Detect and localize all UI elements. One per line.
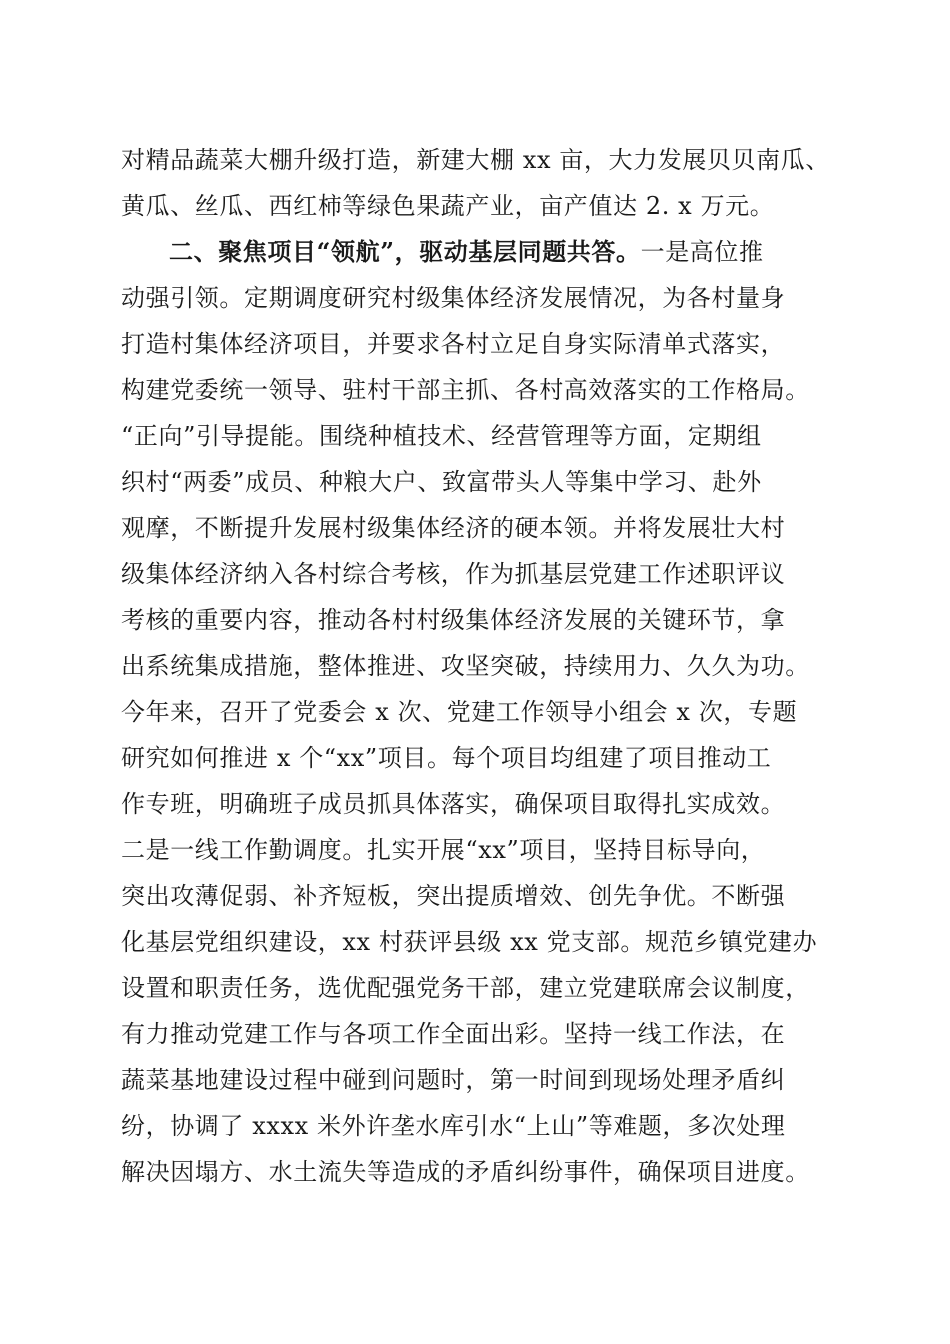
text-line: 级集体经济纳入各村综合考核，作为抓基层党建工作述职评议	[121, 560, 786, 588]
text-line: 出系统集成措施，整体推进、攻坚突破，持续用力、久久为功。	[121, 652, 810, 680]
text-line	[121, 1195, 841, 1241]
section-heading: 二、聚焦项目“领航”，驱动基层同题共答。	[169, 237, 641, 266]
text-line: 作专班，明确班子成员抓具体落实，确保项目取得扎实成效。	[121, 790, 786, 818]
body-text	[121, 137, 841, 1241]
text-line: 打造村集体经济项目，并要求各村立足自身实际清单式落实，	[121, 330, 786, 358]
heading-continuation: 一是高位推	[640, 238, 764, 266]
text-line: 今年来，召开了党委会 x 次、党建工作领导小组会 x 次，专题	[121, 698, 798, 726]
text-line: 解决因塌方、水土流失等造成的矛盾纠纷事件，确保项目进度。	[121, 1158, 810, 1186]
text-line: 动强引领。定期调度研究村级集体经济发展情况，为各村量身	[121, 284, 786, 312]
text-line: 化基层党组织建设，xx 村获评县级 xx 党支部。规范乡镇党建办	[121, 928, 818, 956]
text-line: 对精品蔬菜大棚升级打造，新建大棚 xx 亩，大力发展贝贝南瓜、	[121, 146, 830, 174]
text-line: 二是一线工作勤调度。扎实开展“xx”项目，坚持目标导向，	[121, 836, 766, 864]
text-line: 研究如何推进 x 个“xx”项目。每个项目均组建了项目推动工	[121, 744, 772, 772]
text-line: 黄瓜、丝瓜、西红柿等绿色果蔬产业，亩产值达 2. x 万元。	[121, 192, 775, 220]
text-line: 有力推动党建工作与各项工作全面出彩。坚持一线工作法，在	[121, 1020, 786, 1048]
text-line: 考核的重要内容，推动各村村级集体经济发展的关键环节，拿	[121, 606, 786, 634]
text-line: 观摩，不断提升发展村级集体经济的硬本领。并将发展壮大村	[121, 514, 786, 542]
text-line: 织村“两委”成员、种粮大户、致富带头人等集中学习、赴外	[121, 468, 762, 496]
text-line: 突出攻薄促弱、补齐短板，突出提质增效、创先争优。不断强	[121, 882, 786, 910]
text-line: 构建党委统一领导、驻村干部主抓、各村高效落实的工作格局。	[121, 376, 810, 404]
text-line: 蔬菜基地建设过程中碰到问题时，第一时间到现场处理矛盾纠	[121, 1066, 786, 1094]
text-line: 设置和职责任务，选优配强党务干部，建立党建联席会议制度，	[121, 974, 810, 1002]
text-line: 纷，协调了 xxxx 米外许垄水库引水“上山”等难题，多次处理	[121, 1112, 786, 1140]
text-line: “正向”引导提能。围绕种植技术、经营管理等方面，定期组	[121, 422, 762, 450]
section-heading-line	[121, 229, 841, 275]
